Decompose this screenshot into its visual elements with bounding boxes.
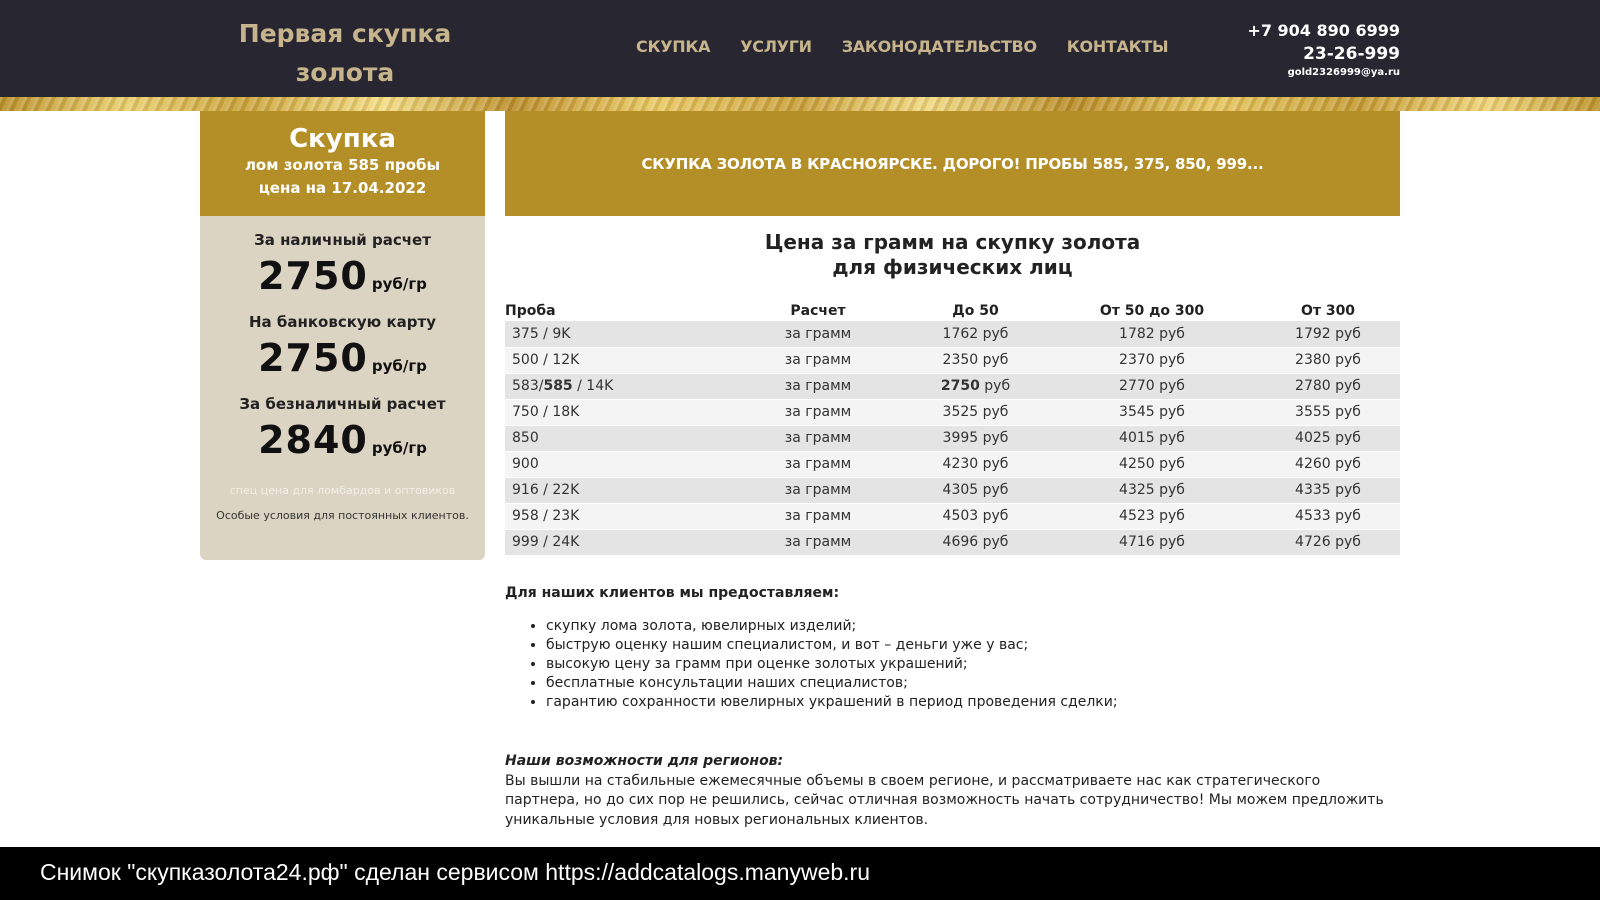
main-banner: [505, 111, 1400, 216]
services-section: [505, 585, 1400, 712]
cell-price-to50: 2350 руб: [903, 347, 1048, 373]
phone-primary[interactable]: +7 904 890 6999: [1247, 21, 1400, 40]
price-label: За безналичный расчет: [239, 395, 446, 413]
cell-price-50-300: 2370 руб: [1048, 347, 1256, 373]
cell-calc: за грамм: [733, 477, 903, 503]
cell-calc: за грамм: [733, 503, 903, 529]
site-title-line1: Первая скупка золота: [238, 19, 452, 87]
col-header-50-300: От 50 до 300: [1099, 302, 1205, 319]
regions-section: [505, 752, 1385, 830]
cell-price-50-300: 4523 руб: [1048, 503, 1256, 529]
table-row: [505, 399, 1400, 425]
price-table: [505, 300, 1400, 556]
gold-decor-strip: [0, 97, 1600, 111]
cell-price-from300: 4025 руб: [1256, 425, 1400, 451]
cell-price-50-300: 3545 руб: [1048, 399, 1256, 425]
regions-heading: Наши возможности для регионов:: [505, 753, 784, 769]
table-row: [505, 529, 1400, 555]
cell-price-50-300: 4325 руб: [1048, 477, 1256, 503]
note-regular-clients: Особые условия для постоянных клиентов.: [216, 509, 469, 522]
price-card: [200, 111, 485, 560]
cell-price-from300: 4726 руб: [1256, 529, 1400, 555]
table-title-line2: для физических лиц: [832, 255, 1073, 279]
col-header-from300: От 300: [1300, 302, 1356, 319]
cell-price-from300: 1792 руб: [1256, 321, 1400, 347]
cell-price-to50: [903, 373, 1048, 399]
proba-suffix: / 14K: [572, 378, 614, 394]
price-unit: руб/гр: [371, 275, 427, 293]
cell-proba: 500 / 12K: [505, 347, 733, 373]
price-card-title: Скупка: [289, 124, 396, 154]
price-value: 2840: [258, 418, 368, 462]
price-block-cash: [200, 230, 485, 298]
col-header-calc: Расчет: [790, 302, 846, 319]
cell-price-to50: 3525 руб: [903, 399, 1048, 425]
table-header-row: [505, 300, 1400, 321]
cell-price-to50: 4696 руб: [903, 529, 1048, 555]
cell-price-50-300: 4015 руб: [1048, 425, 1256, 451]
price-block-cashless: [200, 394, 485, 462]
cell-price-to50: 4503 руб: [903, 503, 1048, 529]
cell-price-from300: 4533 руб: [1256, 503, 1400, 529]
table-row: [505, 373, 1400, 399]
price-highlight: 2750: [940, 378, 980, 394]
col-header-to50: До 50: [952, 302, 999, 319]
cell-price-50-300: 4716 руб: [1048, 529, 1256, 555]
cell-calc: за грамм: [733, 451, 903, 477]
main-nav: [636, 37, 1168, 56]
cell-price-from300: 2380 руб: [1256, 347, 1400, 373]
cell-calc: за грамм: [733, 425, 903, 451]
phone-secondary[interactable]: 23-26-999: [1303, 44, 1400, 64]
cell-proba: 916 / 22K: [505, 477, 733, 503]
contacts: [1247, 20, 1400, 80]
services-heading: Для наших клиентов мы предоставляем:: [505, 585, 840, 601]
cell-proba: [505, 373, 733, 399]
cell-calc: за грамм: [733, 347, 903, 373]
table-row: [505, 451, 1400, 477]
cell-proba: 999 / 24K: [505, 529, 733, 555]
list-item: • быструю оценку нашим специалистом, и вот – деньги уже у вас;: [546, 636, 1400, 655]
cell-calc: за грамм: [733, 529, 903, 555]
table-row: [505, 477, 1400, 503]
table-title-line1: Цена за грамм на скупку золота: [764, 230, 1141, 254]
proba-highlight: 585: [543, 378, 573, 394]
note-special-price: спец цена для ломбардов и оптовиков: [229, 484, 456, 497]
price-label: За наличный расчет: [254, 231, 431, 249]
cell-price-to50: 1762 руб: [903, 321, 1048, 347]
cell-proba: 850: [505, 425, 733, 451]
col-header-proba: Проба: [505, 302, 556, 319]
price-card-subtitle: лом золота 585 пробы: [244, 156, 441, 174]
list-item: • высокую цену за грамм при оценке золотых украшений;: [546, 655, 1400, 674]
price-value: 2750: [258, 254, 368, 298]
proba-prefix: 583/: [512, 378, 544, 394]
cell-proba: 750 / 18K: [505, 399, 733, 425]
cell-calc: за грамм: [733, 321, 903, 347]
cell-proba: 375 / 9K: [505, 321, 733, 347]
screenshot-caption-bar: [0, 847, 1600, 900]
services-list: [546, 617, 1400, 712]
cell-price-to50: 4230 руб: [903, 451, 1048, 477]
cell-price-from300: 2780 руб: [1256, 373, 1400, 399]
cell-price-from300: 3555 руб: [1256, 399, 1400, 425]
cell-price-50-300: 1782 руб: [1048, 321, 1256, 347]
header: [0, 0, 1600, 98]
price-card-header: [200, 111, 485, 216]
regions-text: Вы вышли на стабильные ежемесячные объемы в своем регионе, и рассматриваете нас как стратегического партнера, но до сих пор не решились, сейчас отличная возможность начать сотрудничество! Мы можем предложить уникальные условия для новых региональных клиентов.: [505, 772, 1384, 828]
list-item: • скупку лома золота, ювелирных изделий;: [546, 617, 1400, 636]
banner-text: СКУПКА ЗОЛОТА В КРАСНОЯРСКЕ. ДОРОГО! ПРОБЫ 585, 375, 850, 999...: [641, 154, 1264, 173]
price-unit: руб/гр: [371, 357, 427, 375]
cell-calc: за грамм: [733, 399, 903, 425]
table-row: [505, 321, 1400, 347]
list-item: • бесплатные консультации наших специалистов;: [546, 674, 1400, 693]
cell-price-to50: 4305 руб: [903, 477, 1048, 503]
price-card-date: цена на 17.04.2022: [258, 179, 427, 197]
price-currency: руб: [979, 378, 1011, 394]
table-row: [505, 503, 1400, 529]
email-link[interactable]: gold2326999@ya.ru: [1287, 67, 1400, 78]
nav-item-uslugi[interactable]: УСЛУГИ: [740, 37, 812, 56]
cell-price-50-300: 4250 руб: [1048, 451, 1256, 477]
price-value: 2750: [258, 336, 368, 380]
cell-proba: 958 / 23K: [505, 503, 733, 529]
nav-item-kontakty[interactable]: КОНТАКТЫ: [1066, 37, 1169, 56]
cell-price-from300: 4260 руб: [1256, 451, 1400, 477]
table-row: [505, 425, 1400, 451]
nav-item-skupka[interactable]: СКУПКА: [636, 37, 711, 56]
price-label: На банковскую карту: [248, 313, 436, 331]
table-title: [505, 230, 1400, 280]
cell-price-to50: 3995 руб: [903, 425, 1048, 451]
cell-price-50-300: 2770 руб: [1048, 373, 1256, 399]
nav-item-zakonodatelstvo[interactable]: ЗАКОНОДАТЕЛЬСТВО: [841, 37, 1037, 56]
list-item: • гарантию сохранности ювелирных украшений в период проведения сделки;: [546, 693, 1400, 712]
cell-calc: за грамм: [733, 373, 903, 399]
cell-proba: 900: [505, 451, 733, 477]
price-unit: руб/гр: [371, 439, 427, 457]
table-row: [505, 347, 1400, 373]
cell-price-from300: 4335 руб: [1256, 477, 1400, 503]
screenshot-caption: Снимок "скупказолота24.рф" сделан сервисом https://addcatalogs.manyweb.ru: [40, 859, 870, 885]
price-block-card: [200, 312, 485, 380]
